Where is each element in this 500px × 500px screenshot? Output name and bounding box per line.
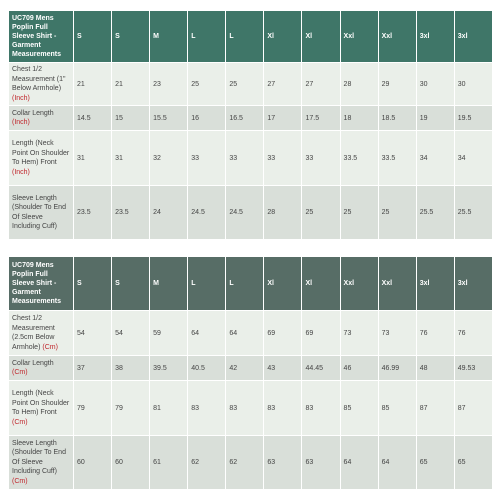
measurement-value: 16 [188,106,225,130]
measurement-value: 38 [112,356,149,380]
measurement-value: 18.5 [379,106,416,130]
size-header: L [226,257,263,310]
measurement-value: 29 [379,63,416,105]
size-header: 3xl [455,257,492,310]
measurement-value: 33.5 [341,131,378,185]
measurement-value: 64 [226,311,263,355]
measurement-label: Chest 1/2 Measurement (2.5cm Below Armhole) [12,315,55,351]
measurement-label: Sleeve Length (Shoulder To End Of Sleeve Including Cuff) [12,194,66,230]
table-title: UC709 Mens Poplin Full Sleeve Shirt - Garment Measurements [9,11,73,62]
measurement-value: 60 [74,436,111,489]
measurement-value: 33.5 [379,131,416,185]
size-header: Xl [264,11,301,62]
measurement-value: 76 [417,311,454,355]
size-header: 3xl [455,11,492,62]
size-header: Xl [264,257,301,310]
size-header: S [112,257,149,310]
table-title: UC709 Mens Poplin Full Sleeve Shirt - Garment Measurements [9,257,73,310]
table-row [9,63,492,105]
measurement-value: 63 [264,436,301,489]
inch-measurement-table [8,10,493,240]
measurement-value: 64 [379,436,416,489]
measurement-value: 24.5 [226,186,263,239]
measurement-value: 62 [188,436,225,489]
unit-label: (Inch) [12,168,30,176]
measurement-value: 25 [226,63,263,105]
measurement-value: 15.5 [150,106,187,130]
size-header: Xl [302,11,339,62]
measurement-value: 85 [341,381,378,435]
measurement-value: 76 [455,311,492,355]
measurement-value: 19 [417,106,454,130]
measurement-value: 54 [112,311,149,355]
size-header: Xxl [341,257,378,310]
measurement-value: 59 [150,311,187,355]
measurement-value: 34 [455,131,492,185]
measurement-value: 73 [341,311,378,355]
measurement-value: 46 [341,356,378,380]
measurement-value: 33 [302,131,339,185]
measurement-value: 42 [226,356,263,380]
measurement-value: 17 [264,106,301,130]
size-header: L [188,257,225,310]
size-header: Xxl [379,11,416,62]
measurement-value: 31 [112,131,149,185]
measurement-value: 23.5 [112,186,149,239]
measurement-label: Length (Neck Point On Shoulder To Hem) Front [12,140,70,166]
measurement-value: 34 [417,131,454,185]
measurement-value: 64 [341,436,378,489]
measurement-label-cell [9,311,73,355]
measurement-value: 33 [188,131,225,185]
table-row [9,131,492,185]
measurement-value: 14.5 [74,106,111,130]
table-row [9,436,492,489]
measurement-value: 62 [226,436,263,489]
measurement-label-cell [9,436,73,489]
measurement-label-cell [9,63,73,105]
measurement-value: 31 [74,131,111,185]
size-header: Xl [302,257,339,310]
measurement-value: 54 [74,311,111,355]
measurement-value: 81 [150,381,187,435]
measurement-value: 83 [302,381,339,435]
measurement-value: 27 [302,63,339,105]
size-header: L [226,11,263,62]
measurement-value: 79 [112,381,149,435]
size-header: S [74,257,111,310]
measurement-value: 49.53 [455,356,492,380]
size-header: Xxl [379,257,416,310]
measurement-value: 28 [341,63,378,105]
measurement-value: 33 [226,131,263,185]
measurement-value: 25 [379,186,416,239]
measurement-value: 73 [379,311,416,355]
measurement-value: 60 [112,436,149,489]
size-header: M [150,11,187,62]
cm-measurement-table [8,256,493,490]
measurement-value: 16.5 [226,106,263,130]
measurement-value: 21 [112,63,149,105]
unit-label: (Inch) [12,119,30,126]
measurement-value: 24.5 [188,186,225,239]
table-row [9,311,492,355]
measurement-value: 18 [341,106,378,130]
measurement-label-cell [9,356,73,380]
measurement-value: 44.45 [302,356,339,380]
measurement-label: Collar Length [12,359,54,367]
measurement-label: Length (Neck Point On Shoulder To Hem) Front [12,390,70,416]
table-row [9,106,492,130]
measurement-value: 37 [74,356,111,380]
measurement-label-cell [9,186,73,239]
measurement-value: 25.5 [455,186,492,239]
table-row [9,381,492,435]
measurement-value: 17.5 [302,106,339,130]
measurement-value: 46.99 [379,356,416,380]
measurement-value: 85 [379,381,416,435]
measurement-label: Sleeve Length (Shoulder To End Of Sleeve Including Cuff) [12,439,66,476]
header-row [9,257,492,310]
measurement-value: 25 [302,186,339,239]
unit-label: (Cm) [42,343,58,351]
measurement-value: 28 [264,186,301,239]
measurement-value: 23 [150,63,187,105]
table-row [9,356,492,380]
measurement-label-cell [9,106,73,130]
measurement-value: 24 [150,186,187,239]
size-header: M [150,257,187,310]
unit-label: (Inch) [12,94,30,102]
measurement-value: 30 [417,63,454,105]
size-header: L [188,11,225,62]
measurement-value: 27 [264,63,301,105]
measurement-value: 40.5 [188,356,225,380]
measurement-value: 64 [188,311,225,355]
measurement-value: 63 [302,436,339,489]
header-row [9,11,492,62]
unit-label: (Cm) [12,477,28,485]
measurement-value: 79 [74,381,111,435]
size-header: Xxl [341,11,378,62]
table-row [9,186,492,239]
measurement-label: Chest 1/2 Measurement (1" Below Armhole) [12,66,66,92]
measurement-value: 25 [188,63,225,105]
measurement-value: 65 [455,436,492,489]
measurement-value: 30 [455,63,492,105]
unit-label: (Cm) [12,418,28,426]
measurement-value: 48 [417,356,454,380]
measurement-value: 61 [150,436,187,489]
measurement-value: 25.5 [417,186,454,239]
measurement-value: 39.5 [150,356,187,380]
measurement-value: 83 [226,381,263,435]
measurement-value: 33 [264,131,301,185]
measurement-value: 87 [417,381,454,435]
measurement-value: 21 [74,63,111,105]
size-header: 3xl [417,257,454,310]
measurement-value: 19.5 [455,106,492,130]
measurement-value: 32 [150,131,187,185]
measurement-value: 25 [341,186,378,239]
size-header: S [112,11,149,62]
measurement-value: 69 [264,311,301,355]
measurement-label-cell [9,131,73,185]
measurement-label-cell [9,381,73,435]
measurement-value: 69 [302,311,339,355]
measurement-value: 43 [264,356,301,380]
measurement-value: 87 [455,381,492,435]
measurement-value: 15 [112,106,149,130]
measurement-value: 23.5 [74,186,111,239]
size-header: 3xl [417,11,454,62]
measurement-label: Collar Length [12,109,54,117]
size-header: S [74,11,111,62]
unit-label: (Cm) [12,369,28,376]
measurement-value: 65 [417,436,454,489]
measurement-value: 83 [188,381,225,435]
measurement-value: 83 [264,381,301,435]
